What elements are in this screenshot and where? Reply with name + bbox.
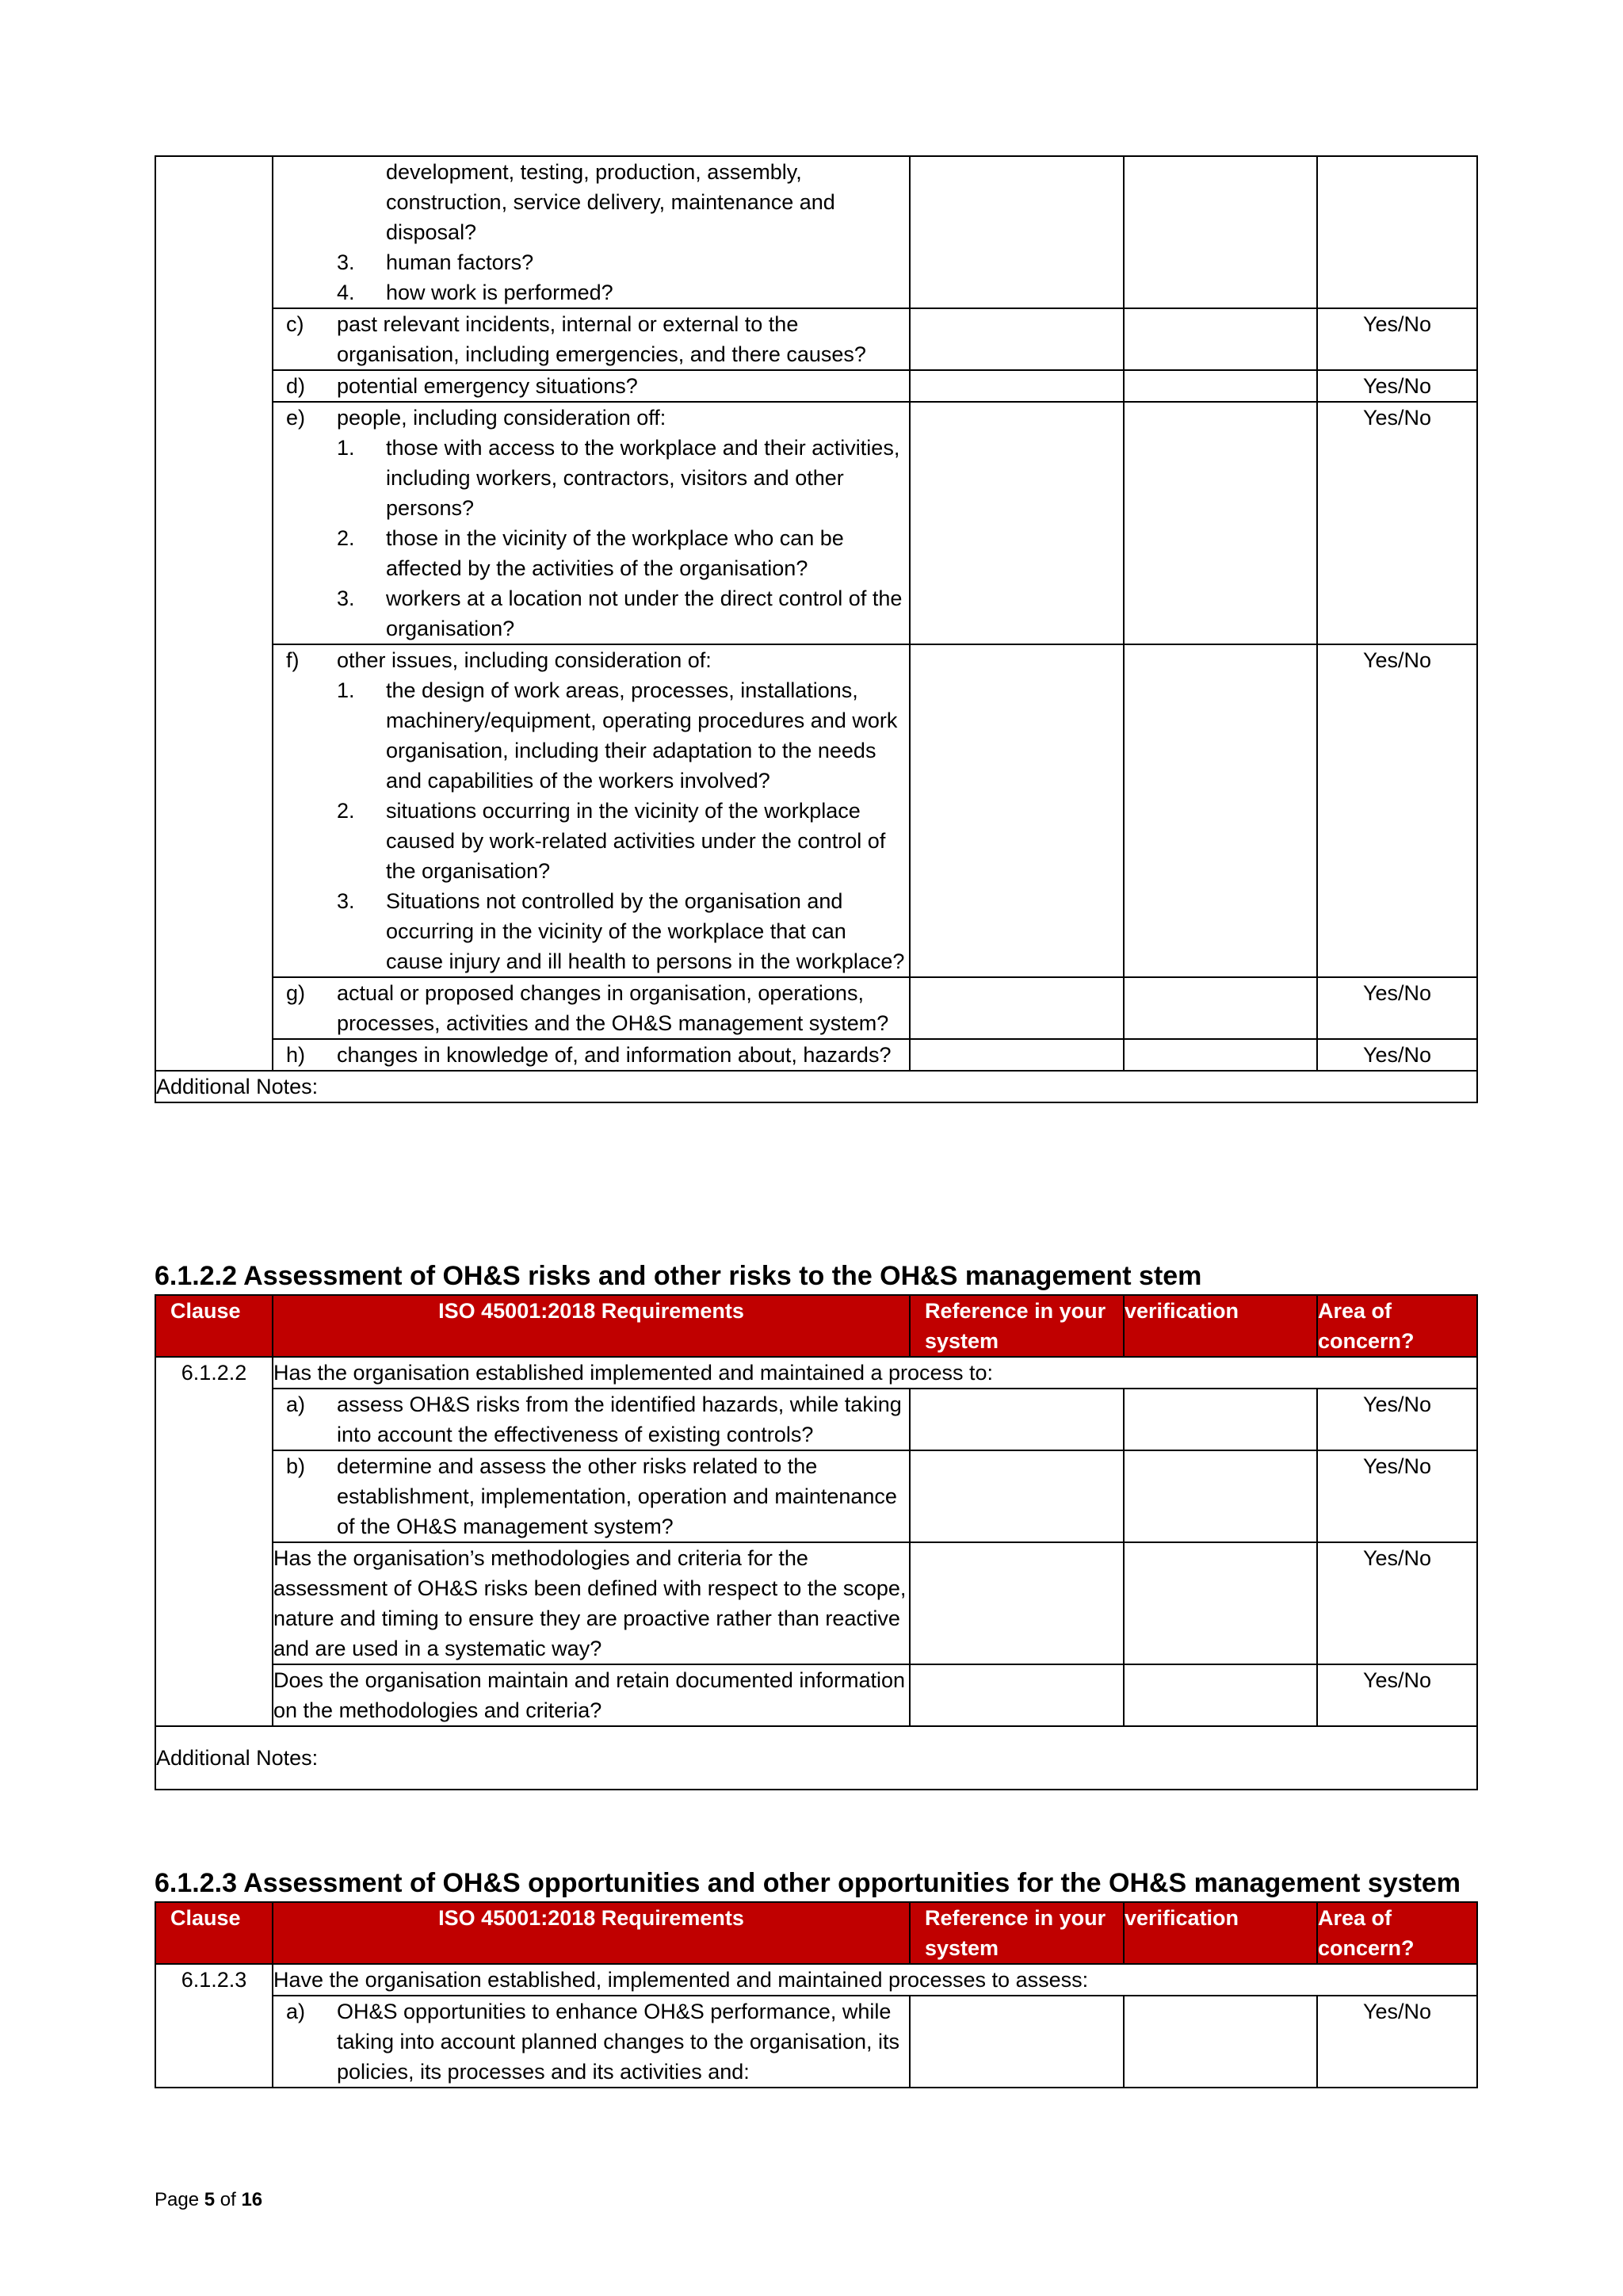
header-clause: Clause [155,1902,273,1964]
area-of-concern-value[interactable]: Yes/No [1317,308,1477,370]
list-item: 2. situations occurring in the vicinity of the workplace caused by work-related activities under the control of the organisation? [337,799,886,883]
header-verification: verification [1124,1295,1317,1357]
table-row [155,1964,1477,1996]
continued-text: development, testing, production, assembly, construction, service delivery, maintenance and disposal? [386,160,835,244]
clause-cell: 6.1.2.2 [155,1357,273,1726]
verification-cell[interactable] [1124,977,1317,1039]
list-item: 4. how work is performed? [337,281,613,304]
clause-cell: 6.1.2.3 [155,1964,273,2088]
header-reference: Reference in your system [910,1902,1124,1964]
clause-cell [155,156,273,1071]
reference-cell[interactable] [910,1039,1124,1071]
requirement-cell [273,156,910,308]
opportunity-assessment-table [155,1901,1478,2088]
verification-cell[interactable] [1124,1389,1317,1450]
requirement-cell: g) actual or proposed changes in organisation, operations, processes, activities and the OH&S management system? [273,977,910,1039]
header-reference: Reference in your system [910,1295,1124,1357]
area-of-concern-value[interactable]: Yes/No [1317,644,1477,977]
table-row [155,402,1477,644]
table-row [155,1389,1477,1450]
area-of-concern-value[interactable]: Yes/No [1317,1664,1477,1726]
table-row [155,644,1477,977]
list-item: 3. workers at a location not under the direct control of the organisation? [337,586,903,640]
verification-cell[interactable] [1124,402,1317,644]
requirement-cell: f) other issues, including consideration of: 1. the design of work areas, processes, installations, machinery/equipment, operating procedures and work organisation, including their adaptation to the needs and capabilities of the workers involved? 2. situations occurring in the vicinity of the workplace caused by work-related activities under the control of the organisation? 3. Situations not controlled by the organisation and occurring in the vicinity of the workplace that can cause injury and ill health to persons in the workplace? [273,644,910,977]
header-clause: Clause [155,1295,273,1357]
area-of-concern-value[interactable]: Yes/No [1317,1389,1477,1450]
area-of-concern-value[interactable]: Yes/No [1317,977,1477,1039]
reference-cell[interactable] [910,156,1124,308]
reference-cell[interactable] [910,308,1124,370]
header-area: Area of concern? [1317,1902,1477,1964]
table-row [155,1664,1477,1726]
requirement-cell: b) determine and assess the other risks related to the establishment, implementation, operation and maintenance of the OH&S management system? [273,1450,910,1542]
table-row [155,1542,1477,1664]
area-of-concern-value[interactable]: Yes/No [1317,402,1477,644]
reference-cell[interactable] [910,1389,1124,1450]
verification-cell[interactable] [1124,1996,1317,2088]
reference-cell[interactable] [910,644,1124,977]
reference-cell[interactable] [910,1996,1124,2088]
reference-cell[interactable] [910,1450,1124,1542]
total-page-count: 16 [241,2189,263,2210]
verification-cell[interactable] [1124,1664,1317,1726]
intro-text: Have the organisation established, implemented and maintained processes to assess: [273,1964,1477,1996]
verification-cell[interactable] [1124,1542,1317,1664]
area-of-concern-value[interactable]: Yes/No [1317,1039,1477,1071]
table-header-row [155,1295,1477,1357]
list-item: 1. those with access to the workplace and their activities, including workers, contractors, visitors and other persons? [337,436,900,520]
requirement-cell: c) past relevant incidents, internal or external to the organisation, including emergencies, and there causes? [273,308,910,370]
verification-cell[interactable] [1124,370,1317,402]
area-cell[interactable] [1317,156,1477,308]
table-row [155,1039,1477,1071]
verification-cell[interactable] [1124,1039,1317,1071]
reference-cell[interactable] [910,977,1124,1039]
table-row [155,1996,1477,2088]
section-heading: 6.1.2.2 Assessment of OH&S risks and other risks to the OH&S management stem [155,1261,1202,1291]
requirement-cell: e) people, including consideration off: 1. those with access to the workplace and their activities, including workers, contractors, visitors and other persons? 2. those in the vicinity of the workplace who can be affected by the activities of the organisation? 3. workers at a location not under the direct control of the organisation? [273,402,910,644]
intro-text: Has the organisation established implemented and maintained a process to: [273,1357,1477,1389]
reference-cell[interactable] [910,402,1124,644]
additional-notes[interactable]: Additional Notes: [155,1726,1477,1790]
table-row [155,1357,1477,1389]
table-row [155,370,1477,402]
verification-cell[interactable] [1124,308,1317,370]
verification-cell[interactable] [1124,1450,1317,1542]
table-header-row [155,1902,1477,1964]
reference-cell[interactable] [910,1542,1124,1664]
verification-cell[interactable] [1124,644,1317,977]
list-item: 3. Situations not controlled by the organisation and occurring in the vicinity of the workplace that can cause injury and ill health to persons in the workplace? [337,889,905,973]
table-row [155,1071,1477,1102]
area-of-concern-value[interactable]: Yes/No [1317,1996,1477,2088]
risk-assessment-table [155,1294,1478,1790]
table-row [155,156,1477,308]
requirement-cell: Does the organisation maintain and retain documented information on the methodologies and criteria? [273,1664,910,1726]
table-row [155,977,1477,1039]
list-item: 2. those in the vicinity of the workplace who can be affected by the activities of the organisation? [337,526,844,580]
area-of-concern-value[interactable]: Yes/No [1317,1450,1477,1542]
additional-notes[interactable]: Additional Notes: [155,1071,1477,1102]
requirement-cell: d) potential emergency situations? [273,370,910,402]
current-page-number: 5 [204,2189,216,2210]
verification-cell[interactable] [1124,156,1317,308]
header-verification: verification [1124,1902,1317,1964]
table-row [155,308,1477,370]
table-row [155,1726,1477,1790]
requirement-cell: Has the organisation’s methodologies and criteria for the assessment of OH&S risks been defined with respect to the scope, nature and timing to ensure they are proactive rather than reactive and are used in a systematic way? [273,1542,910,1664]
reference-cell[interactable] [910,370,1124,402]
page-footer: Page 5 of 16 [155,2189,263,2210]
requirement-cell: a) OH&S opportunities to enhance OH&S performance, while taking into account planned changes to the organisation, its policies, its processes and its activities and: [273,1996,910,2088]
section-heading: 6.1.2.3 Assessment of OH&S opportunities and other opportunities for the OH&S management system [155,1868,1461,1898]
header-area: Area of concern? [1317,1295,1477,1357]
table-row [155,1450,1477,1542]
list-item: 1. the design of work areas, processes, installations, machinery/equipment, operating procedures and work organisation, including their adaptation to the needs and capabilities of the workers involved? [337,678,898,793]
reference-cell[interactable] [910,1664,1124,1726]
header-requirements: ISO 45001:2018 Requirements [273,1902,910,1964]
area-of-concern-value[interactable]: Yes/No [1317,370,1477,402]
area-of-concern-value[interactable]: Yes/No [1317,1542,1477,1664]
header-requirements: ISO 45001:2018 Requirements [273,1295,910,1357]
list-item: 3. human factors? [337,250,534,274]
hazard-identification-table [155,155,1478,1103]
requirement-cell: h) changes in knowledge of, and information about, hazards? [273,1039,910,1071]
requirement-cell: a) assess OH&S risks from the identified hazards, while taking into account the effectiveness of existing controls? [273,1389,910,1450]
